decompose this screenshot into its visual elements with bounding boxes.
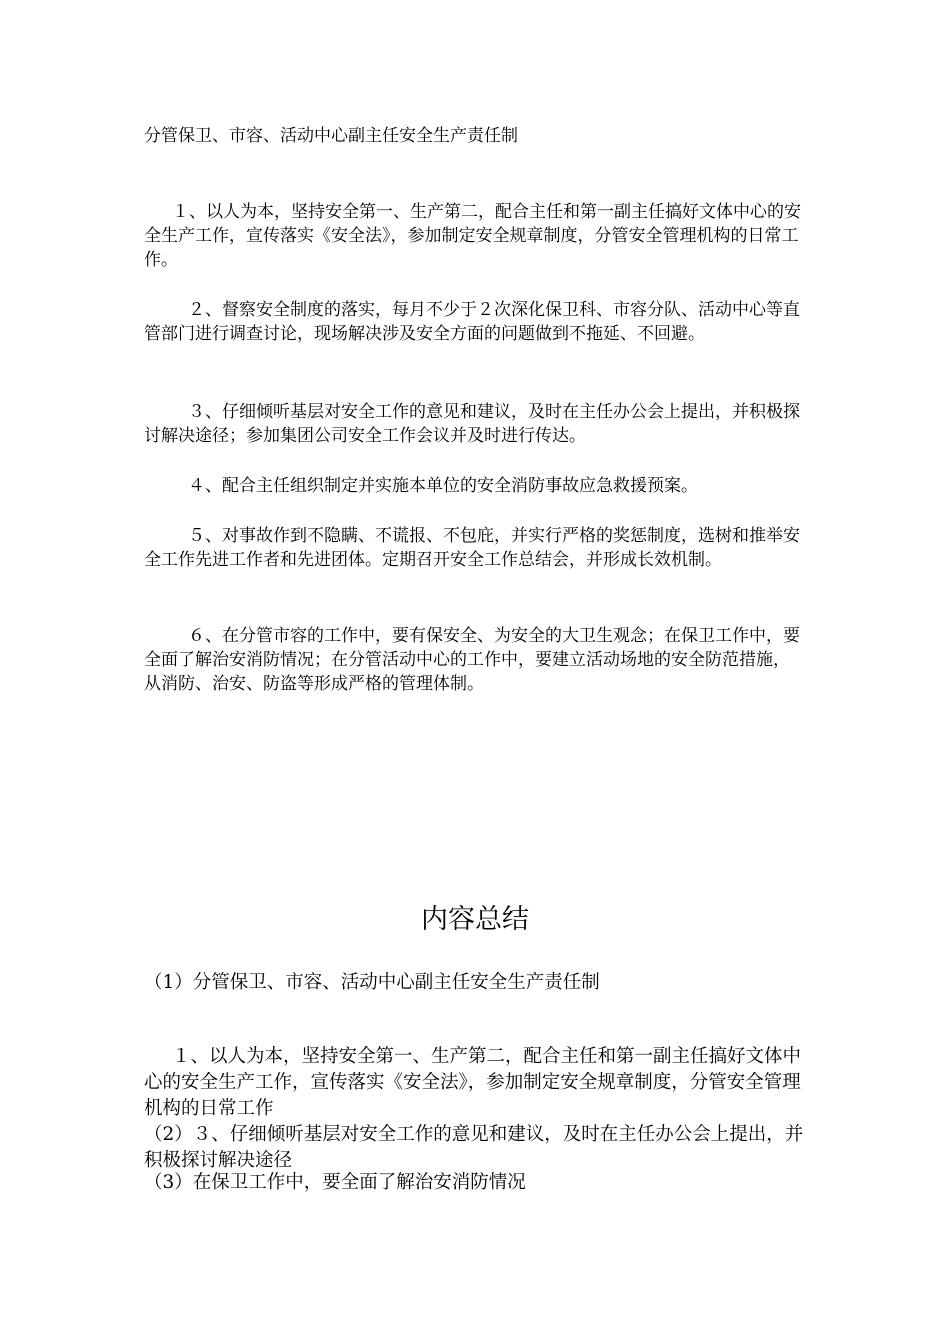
document-title: 分管保卫、市容、活动中心副主任安全生产责任制 xyxy=(144,126,518,146)
paragraph-3 xyxy=(144,400,804,448)
summary-item-3: （3）在保卫工作中，要全面了解治安消防情况 xyxy=(144,1172,526,1193)
paragraph-5-text: ５、对事故作到不隐瞒、不谎报、不包庇，并实行严格的奖惩制度，选树和推举安全工作先进工作者和先进团体。定期召开安全工作总结会，并形成长效机制。 xyxy=(144,526,800,570)
paragraph-5 xyxy=(144,524,804,572)
summary-item-1-body xyxy=(144,1044,804,1122)
paragraph-4 xyxy=(144,474,804,498)
paragraph-6 xyxy=(144,624,804,696)
paragraph-2-text: ２、督察安全制度的落实，每月不少于２次深化保卫科、市容分队、活动中心等直管部门进行调查讨论，现场解决涉及安全方面的问题做到不拖延、不回避。 xyxy=(144,300,800,344)
paragraph-3-text: ３、仔细倾听基层对安全工作的意见和建议，及时在主任办公会上提出，并积极探讨解决途径；参加集团公司安全工作会议并及时进行传达。 xyxy=(144,402,800,446)
summary-item-1-body-text: １、以人为本，坚持安全第一、生产第二，配合主任和第一副主任搞好文体中心的安全生产工作，宣传落实《安全法》，参加制定安全规章制度，分管安全管理机构的日常工作 xyxy=(144,1046,802,1119)
paragraph-4-text: ４、配合主任组织制定并实施本单位的安全消防事故应急救援预案。 xyxy=(188,476,698,496)
summary-item-2: （2）３、仔细倾听基层对安全工作的意见和建议，及时在主任办公会上提出，并积极探讨解决途径 xyxy=(144,1124,804,1171)
paragraph-2 xyxy=(144,298,804,346)
summary-item-1: （1）分管保卫、市容、活动中心副主任安全生产责任制 xyxy=(144,972,600,993)
summary-heading: 内容总结 xyxy=(421,904,529,935)
paragraph-6-text: ６、在分管市容的工作中，要有保安全、为安全的大卫生观念；在保卫工作中，要全面了解治安消防情况；在分管活动中心的工作中，要建立活动场地的安全防范措施，从消防、治安、防盗等形成严格的管理体制。 xyxy=(144,626,800,694)
paragraph-1-text: １、以人为本，坚持安全第一、生产第二，配合主任和第一副主任搞好文体中心的安全生产工作，宣传落实《安全法》，参加制定安全规章制度，分管安全管理机构的日常工作。 xyxy=(144,202,801,270)
paragraph-1 xyxy=(144,200,804,272)
